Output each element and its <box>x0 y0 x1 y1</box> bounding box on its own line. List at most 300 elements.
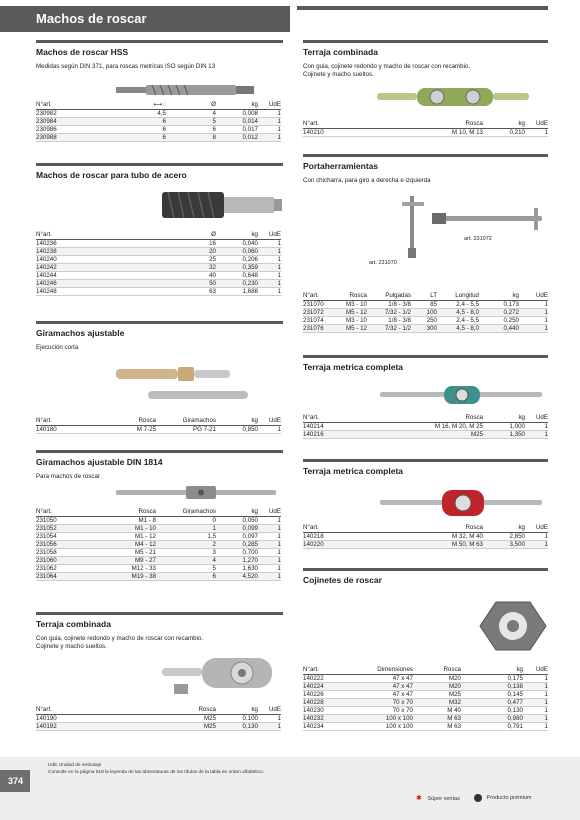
cell: 70 x 70 <box>343 699 413 707</box>
table-row <box>36 264 281 272</box>
cell: 1 <box>258 557 281 565</box>
cell: 1 <box>258 573 281 581</box>
table-row <box>36 549 281 557</box>
col-header: kg <box>216 417 258 426</box>
table-cojinetes <box>303 666 548 731</box>
col-header: UdE <box>525 120 548 129</box>
cell: 231070 <box>303 301 337 309</box>
section-description <box>303 63 548 79</box>
table-tubo-acero <box>36 231 281 296</box>
cell: 1 <box>519 317 548 325</box>
cell: 0,138 <box>461 683 523 691</box>
col-header: N°art. <box>36 101 106 110</box>
cell: 0,173 <box>479 301 519 309</box>
col-header: Rosca <box>373 414 483 423</box>
cell: 140190 <box>36 715 106 723</box>
col-header: N°art. <box>303 666 343 675</box>
cell: 140246 <box>36 280 106 288</box>
cell: 1,5 <box>156 533 216 541</box>
section-description: Ejecución corta <box>36 344 79 351</box>
description-line: Con guia, cojinete redondo y macho de roscar con recambio. <box>303 63 471 70</box>
table-row <box>303 683 548 691</box>
cell: 2,850 <box>483 533 525 541</box>
cell: 0,648 <box>216 272 258 280</box>
section-title: Cojinetes de roscar <box>303 568 548 585</box>
section-tubo-acero <box>36 163 283 180</box>
cell: 140192 <box>36 723 106 731</box>
cell: 231062 <box>36 565 106 573</box>
cell: 1,270 <box>216 557 258 565</box>
cell: 0,250 <box>479 317 519 325</box>
cell: 7/32 - 1/2 <box>367 309 411 317</box>
section-title: Terraja metrica completa <box>303 355 548 372</box>
col-header: Rosca <box>373 524 483 533</box>
table-row <box>303 707 548 715</box>
col-header: UdE <box>258 706 281 715</box>
table-row <box>36 240 281 248</box>
table-terraja-combinada-left <box>36 706 281 731</box>
cell: 230982 <box>36 110 106 118</box>
cell: 1 <box>523 691 548 699</box>
cell: 1,688 <box>216 288 258 296</box>
cell: 0,060 <box>216 248 258 256</box>
cell: 100 x 100 <box>343 723 413 731</box>
table-row <box>36 256 281 264</box>
col-header: N°art. <box>36 231 106 240</box>
cell: 230988 <box>36 134 106 142</box>
section-title: Portaherramientas <box>303 154 548 171</box>
cell: M5 - 12 <box>337 325 367 333</box>
col-header: kg <box>216 706 258 715</box>
cell: 140218 <box>303 533 373 541</box>
cell: 140224 <box>303 683 343 691</box>
cell: 140236 <box>36 240 106 248</box>
cell: 140242 <box>36 264 106 272</box>
cell: M3 - 10 <box>337 301 367 309</box>
table-row <box>36 426 281 434</box>
cell: 140228 <box>303 699 343 707</box>
cell: 4,5 - 8,0 <box>437 309 479 317</box>
cell: 1 <box>258 248 281 256</box>
cell: 250 <box>411 317 437 325</box>
cell: 1 <box>523 723 548 731</box>
cell: 85 <box>411 301 437 309</box>
col-header: ⟷◌ <box>106 101 166 110</box>
table-row <box>303 675 548 683</box>
col-header: kg <box>216 508 258 517</box>
cell: 140238 <box>36 248 106 256</box>
table-portaherramientas <box>303 292 548 333</box>
cell: 6 <box>166 126 216 134</box>
col-header: UdE <box>258 508 281 517</box>
col-header: UdE <box>525 524 548 533</box>
din1814-wrench-image <box>112 484 287 502</box>
tap-image <box>112 80 262 100</box>
combo-die-image <box>160 654 285 700</box>
cell: 1 <box>523 715 548 723</box>
tool-holder-image <box>380 192 550 264</box>
cell: 140232 <box>303 715 343 723</box>
cell: 1 <box>523 675 548 683</box>
cell: 0,210 <box>483 129 525 137</box>
col-header: N°art. <box>36 417 106 426</box>
cell: 230986 <box>36 126 106 134</box>
cell: 1 <box>258 264 281 272</box>
producto-premium-legend <box>474 794 531 802</box>
cell: 70 x 70 <box>343 707 413 715</box>
section-description <box>36 635 283 651</box>
cell: 0,850 <box>216 426 258 434</box>
table-row <box>36 248 281 256</box>
col-header: Giramachos <box>156 508 216 517</box>
cell: 140220 <box>303 541 373 549</box>
cell: 140234 <box>303 723 343 731</box>
cell: 0,791 <box>461 723 523 731</box>
col-header: LT <box>411 292 437 301</box>
cell: 6 <box>156 573 216 581</box>
section-title: Terraja combinada <box>303 40 548 57</box>
cell: M1 - 8 <box>106 517 156 525</box>
cell: 40 <box>106 272 216 280</box>
description-line: Cojinete y macho sueltos. <box>303 71 374 78</box>
col-header: kg <box>483 524 525 533</box>
cell: 1 <box>258 110 281 118</box>
cell: 1 <box>156 525 216 533</box>
section-terraja-combinada-right <box>303 40 548 79</box>
cell: 1/8 - 3/8 <box>367 301 411 309</box>
col-header: Pulgadas <box>367 292 411 301</box>
col-header: N°art. <box>303 292 337 301</box>
cell: 1 <box>258 533 281 541</box>
die-stock-red-image <box>378 488 546 518</box>
cell: M25 <box>373 431 483 439</box>
section-title: Machos de roscar HSS <box>36 40 283 57</box>
header-rule <box>297 6 548 10</box>
col-header: UdE <box>258 417 281 426</box>
col-header: UdE <box>523 666 548 675</box>
cell: 1 <box>525 423 548 431</box>
cell: 140226 <box>303 691 343 699</box>
cell: M20 <box>413 683 461 691</box>
cell: 140216 <box>303 431 373 439</box>
cell: 1,000 <box>483 423 525 431</box>
image-caption: art. 231070 <box>369 260 397 266</box>
col-header: kg <box>461 666 523 675</box>
cell: 1 <box>258 426 281 434</box>
star-icon: ✱ <box>416 795 422 802</box>
cell: 1,630 <box>216 565 258 573</box>
cell: 63 <box>106 288 216 296</box>
cell: M20 <box>413 675 461 683</box>
section-giramachos <box>36 321 283 352</box>
cell: M1 - 12 <box>106 533 156 541</box>
cell: 0,130 <box>461 707 523 715</box>
cell: 140240 <box>36 256 106 264</box>
col-header: kg <box>483 414 525 423</box>
cell: 5 <box>166 118 216 126</box>
section-machos-hss <box>36 40 283 71</box>
table-row <box>303 541 548 549</box>
cell: 100 <box>411 309 437 317</box>
cell: M25 <box>413 691 461 699</box>
cell: 4,5 <box>106 110 166 118</box>
cell: 3 <box>156 549 216 557</box>
cell: 140248 <box>36 288 106 296</box>
cell: 5 <box>156 565 216 573</box>
table-row <box>36 723 281 731</box>
cell: 25 <box>106 256 216 264</box>
cell: M 63 <box>413 715 461 723</box>
section-title: Terraja metrica completa <box>303 459 548 476</box>
col-header: Ø <box>106 231 216 240</box>
section-giramachos-din1814 <box>36 450 283 481</box>
cell: 140222 <box>303 675 343 683</box>
cell: 0,040 <box>216 240 258 248</box>
cell: 230984 <box>36 118 106 126</box>
footer-line: UdE Unidad de embalaje <box>48 763 102 768</box>
col-header: UdE <box>525 414 548 423</box>
cell: 8 <box>166 134 216 142</box>
cell: 1/8 - 3/8 <box>367 317 411 325</box>
section-description: Con chicharra, para giro a derecha e izquierda <box>303 177 431 184</box>
cell: 0,099 <box>216 525 258 533</box>
table-row <box>303 325 548 333</box>
cell: 300 <box>411 325 437 333</box>
cell: 47 x 47 <box>343 683 413 691</box>
cell: 50 <box>106 280 216 288</box>
cell: 100 x 100 <box>343 715 413 723</box>
table-row <box>36 110 281 118</box>
col-header: kg <box>479 292 519 301</box>
cell: M12 - 33 <box>106 565 156 573</box>
table-row <box>36 573 281 581</box>
tap-wrench-image <box>112 363 257 409</box>
cell: 1 <box>523 699 548 707</box>
cell: 0,012 <box>216 134 258 142</box>
cell: 140214 <box>303 423 373 431</box>
cell: 6 <box>106 134 166 142</box>
cell: PG 7-21 <box>156 426 216 434</box>
cell: M 40 <box>413 707 461 715</box>
table-row <box>303 533 548 541</box>
cell: 6 <box>106 118 166 126</box>
cell: 1 <box>525 431 548 439</box>
col-header: Rosca <box>413 666 461 675</box>
cell: 4,5 - 8,0 <box>437 325 479 333</box>
cell: 1,350 <box>483 431 525 439</box>
cell: 1 <box>525 541 548 549</box>
hex-die-nut-image <box>478 598 548 654</box>
col-header: N°art. <box>36 706 106 715</box>
cell: 1 <box>258 272 281 280</box>
section-terraja-metrica-2 <box>303 459 548 476</box>
cell: 1 <box>523 683 548 691</box>
table-terraja-metrica-1 <box>303 414 548 439</box>
cell: M 7-25 <box>106 426 156 434</box>
section-cojinetes <box>303 568 548 585</box>
footer-line: Consulte en la página 618 la leyenda de las abreviaturas de los títulos de la tabla en orden alfabético. <box>48 770 265 775</box>
cell: 1 <box>258 565 281 573</box>
cell: 0,050 <box>216 517 258 525</box>
cell: 3,500 <box>483 541 525 549</box>
cell: 0,230 <box>216 280 258 288</box>
cell: 47 x 47 <box>343 675 413 683</box>
table-row <box>303 691 548 699</box>
col-header: N°art. <box>303 524 373 533</box>
cell: M5 - 21 <box>106 549 156 557</box>
section-title: Terraja combinada <box>36 612 283 629</box>
table-row <box>36 541 281 549</box>
cell: 1 <box>523 707 548 715</box>
cell: 0,700 <box>216 549 258 557</box>
col-header: Rosca <box>106 417 156 426</box>
section-description: Para machos de roscar <box>36 473 100 480</box>
cell: 6 <box>106 126 166 134</box>
cell: 0,440 <box>479 325 519 333</box>
cell: 0,980 <box>461 715 523 723</box>
cell: 0,359 <box>216 264 258 272</box>
premium-badge-icon <box>474 794 482 802</box>
table-row <box>303 431 548 439</box>
cell: 1 <box>258 517 281 525</box>
cell: 1 <box>258 256 281 264</box>
col-header: Longitud <box>437 292 479 301</box>
cell: M 10, M 13 <box>373 129 483 137</box>
table-machos-hss <box>36 101 281 142</box>
cell: 1 <box>525 129 548 137</box>
cell: M25 <box>106 715 216 723</box>
cell: 32 <box>106 264 216 272</box>
table-row <box>303 715 548 723</box>
pipe-tap-image <box>160 188 285 224</box>
cell: 0 <box>156 517 216 525</box>
cell: M1 - 10 <box>106 525 156 533</box>
cell: 47 x 47 <box>343 691 413 699</box>
section-title: Giramachos ajustable <box>36 321 283 338</box>
cell: 16 <box>106 240 216 248</box>
table-row <box>36 288 281 296</box>
col-header: UdE <box>519 292 548 301</box>
cell: 231052 <box>36 525 106 533</box>
section-terraja-metrica-1 <box>303 355 548 372</box>
cell: 231058 <box>36 549 106 557</box>
cell: 1 <box>258 280 281 288</box>
table-row <box>303 423 548 431</box>
cell: 0,130 <box>216 723 258 731</box>
table-row <box>36 517 281 525</box>
table-terraja-combinada-right <box>303 120 548 137</box>
cell: 0,100 <box>216 715 258 723</box>
super-ventas-legend <box>416 794 460 802</box>
section-description: Medidas según DIN 371, para roscas metricas ISO según DIN 13 <box>36 63 216 70</box>
cell: 4 <box>156 557 216 565</box>
cell: 231076 <box>303 325 337 333</box>
col-header: Rosca <box>106 706 216 715</box>
die-stock-teal-image <box>378 384 546 406</box>
cell: M4 - 12 <box>106 541 156 549</box>
table-giramachos <box>36 417 281 434</box>
cell: 1 <box>258 525 281 533</box>
col-header: N°art. <box>303 120 373 129</box>
col-header: kg <box>483 120 525 129</box>
cell: 1 <box>258 126 281 134</box>
cell: 140244 <box>36 272 106 280</box>
table-row <box>36 533 281 541</box>
cell: M32 <box>413 699 461 707</box>
cell: 231060 <box>36 557 106 565</box>
cell: 231056 <box>36 541 106 549</box>
cell: M 50, M 63 <box>373 541 483 549</box>
cell: 140230 <box>303 707 343 715</box>
table-row <box>36 126 281 134</box>
cell: 20 <box>106 248 216 256</box>
cell: 1 <box>525 533 548 541</box>
cell: 2,4 - 5,5 <box>437 301 479 309</box>
cell: 0,017 <box>216 126 258 134</box>
cell: 0,008 <box>216 110 258 118</box>
cell: 0,206 <box>216 256 258 264</box>
table-row <box>36 118 281 126</box>
description-line: Con guia, cojinete redondo y macho de roscar con recambio. <box>36 635 204 642</box>
table-terraja-metrica-2 <box>303 524 548 549</box>
cell: 1 <box>258 118 281 126</box>
col-header: UdE <box>258 101 281 110</box>
cell: M 63 <box>413 723 461 731</box>
cell: 0,175 <box>461 675 523 683</box>
cell: 1 <box>519 301 548 309</box>
cell: 1 <box>519 309 548 317</box>
legend-label: Súper ventas <box>427 796 460 802</box>
cell: 231072 <box>303 309 337 317</box>
cell: 1 <box>258 549 281 557</box>
cell: 1 <box>258 723 281 731</box>
section-title: Machos de roscar para tubo de acero <box>36 163 283 180</box>
cell: 0,145 <box>461 691 523 699</box>
cell: M25 <box>106 723 216 731</box>
table-row <box>303 699 548 707</box>
col-header: Giramachos <box>156 417 216 426</box>
cell: 140180 <box>36 426 106 434</box>
table-row <box>36 715 281 723</box>
page-title: Machos de roscar <box>0 6 290 32</box>
cell: 140210 <box>303 129 373 137</box>
col-header: N°art. <box>36 508 106 517</box>
legend-label: Producto prémium <box>486 795 532 802</box>
cell: 4,520 <box>216 573 258 581</box>
table-row <box>36 280 281 288</box>
table-row <box>36 134 281 142</box>
cell: 1 <box>519 325 548 333</box>
table-row <box>36 557 281 565</box>
table-row <box>303 317 548 325</box>
col-header: Ø <box>166 101 216 110</box>
combo-die-green-image <box>375 84 535 110</box>
section-portaherramientas <box>303 154 548 185</box>
col-header: Rosca <box>337 292 367 301</box>
cell: 231050 <box>36 517 106 525</box>
cell: 1 <box>258 715 281 723</box>
col-header: Rosca <box>373 120 483 129</box>
cell: 4 <box>166 110 216 118</box>
col-header: Rosca <box>106 508 156 517</box>
cell: 231064 <box>36 573 106 581</box>
cell: M5 - 12 <box>337 309 367 317</box>
cell: 1 <box>258 240 281 248</box>
col-header: kg <box>216 101 258 110</box>
table-row <box>303 723 548 731</box>
section-terraja-combinada-left <box>36 612 283 651</box>
cell: 1 <box>258 288 281 296</box>
